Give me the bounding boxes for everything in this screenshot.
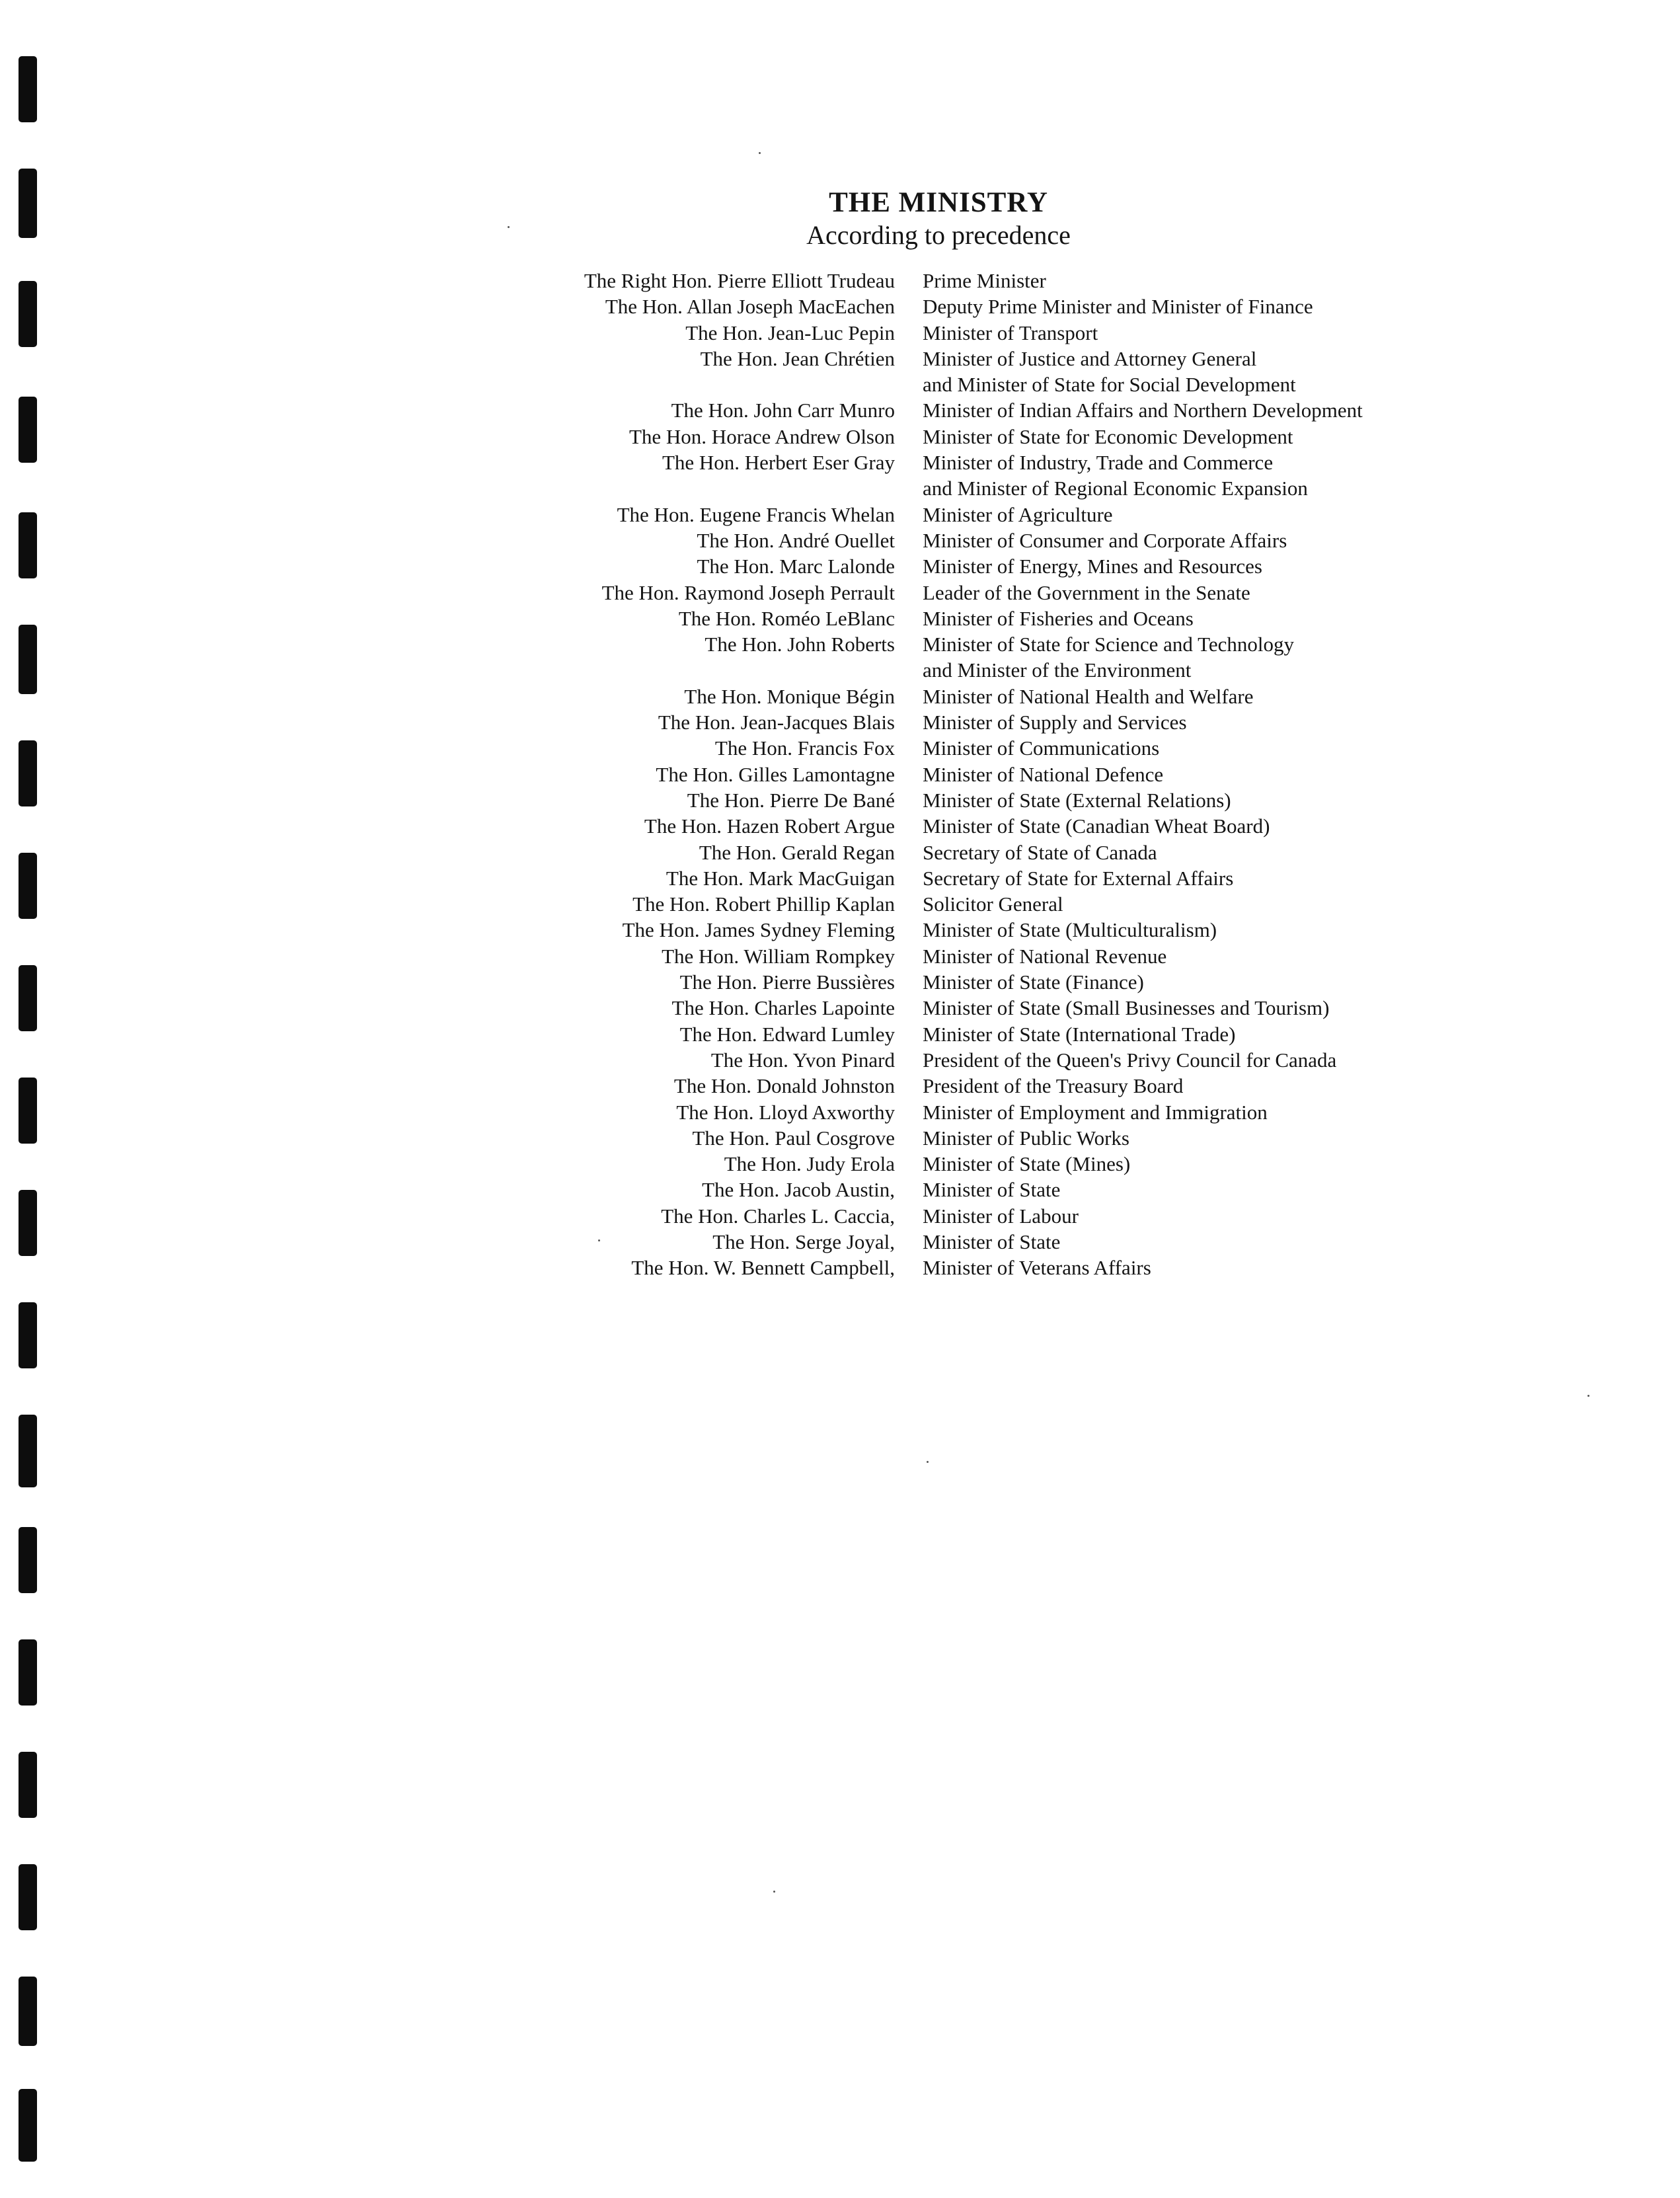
- ministry-list: [0, 268, 1680, 1281]
- minister-name: The Hon. Monique Bégin: [684, 684, 895, 708]
- minister-name: The Hon. Allan Joseph MacEachen: [605, 295, 895, 319]
- binding-hole: [19, 1527, 37, 1593]
- ministry-row: [0, 787, 1680, 813]
- minister-office: President of the Treasury Board: [923, 1074, 1184, 1098]
- binding-hole: [19, 1977, 37, 2046]
- ministry-row: [0, 969, 1680, 995]
- minister-office: Minister of State (International Trade): [923, 1022, 1236, 1046]
- minister-office: Minister of Justice and Attorney General: [923, 346, 1257, 370]
- ministry-row: [0, 580, 1680, 606]
- minister-name: The Hon. Pierre Bussières: [679, 970, 895, 994]
- minister-name: The Hon. Jacob Austin,: [702, 1178, 895, 1202]
- minister-name: The Hon. Serge Joyal,: [712, 1230, 895, 1253]
- minister-name: The Hon. Mark MacGuigan: [666, 866, 895, 890]
- scan-speck: [508, 226, 510, 228]
- minister-office: Minister of State for Science and Technology: [923, 633, 1294, 656]
- minister-name: The Hon. Gilles Lamontagne: [656, 762, 895, 786]
- binding-hole: [19, 1415, 37, 1487]
- minister-name: The Hon. Judy Erola: [724, 1152, 895, 1176]
- minister-office: Minister of State (Multiculturalism): [923, 918, 1217, 942]
- minister-office: Minister of Energy, Mines and Resources: [923, 555, 1262, 578]
- minister-name: The Hon. Raymond Joseph Perrault: [601, 580, 895, 604]
- binding-hole: [19, 1864, 37, 1930]
- minister-name: The Hon. Edward Lumley: [679, 1022, 895, 1046]
- ministry-row: [0, 1177, 1680, 1202]
- minister-office: Minister of Industry, Trade and Commerce: [923, 451, 1274, 475]
- minister-name: The Hon. Paul Cosgrove: [692, 1126, 895, 1150]
- ministry-row: [0, 865, 1680, 891]
- minister-name: The Hon. Jean Chrétien: [700, 346, 895, 370]
- ministry-row: [0, 268, 1680, 294]
- minister-office: Minister of Veterans Affairs: [923, 1256, 1151, 1280]
- binding-hole: [19, 1752, 37, 1818]
- scan-speck: [927, 1461, 929, 1463]
- minister-name: The Hon. James Sydney Fleming: [622, 918, 895, 942]
- minister-office: Minister of Fisheries and Oceans: [923, 606, 1194, 630]
- binding-hole: [19, 169, 37, 238]
- binding-hole: [19, 56, 37, 122]
- minister-name: The Hon. Roméo LeBlanc: [678, 606, 895, 630]
- minister-name: The Hon. André Ouellet: [697, 528, 895, 552]
- minister-name: The Hon. Herbert Eser Gray: [662, 451, 895, 475]
- minister-office: Minister of State (Small Businesses and Tourism): [923, 996, 1330, 1020]
- minister-name: The Hon. Donald Johnston: [673, 1074, 895, 1098]
- ministry-row: [0, 709, 1680, 735]
- binding-hole: [19, 2089, 37, 2162]
- minister-office: Minister of State (Canadian Wheat Board): [923, 814, 1270, 838]
- minister-name: The Hon. Hazen Robert Argue: [644, 814, 895, 838]
- minister-office: Minister of National Health and Welfare: [923, 684, 1254, 708]
- minister-office: Leader of the Government in the Senate: [923, 580, 1250, 604]
- ministry-row: [0, 891, 1680, 917]
- ministry-row: [0, 657, 1680, 683]
- minister-office: Minister of National Revenue: [923, 944, 1167, 968]
- minister-name: The Hon. Charles Lapointe: [671, 996, 895, 1020]
- ministry-row: [0, 346, 1680, 372]
- minister-office: Minister of National Defence: [923, 762, 1164, 786]
- minister-office: and Minister of the Environment: [923, 658, 1192, 682]
- ministry-row: [0, 424, 1680, 450]
- page-subtitle: According to precedence: [806, 220, 1071, 250]
- minister-name: The Hon. Gerald Regan: [699, 840, 895, 864]
- ministry-row: [0, 397, 1680, 423]
- minister-office: Deputy Prime Minister and Minister of Finance: [923, 295, 1313, 319]
- ministry-row: [0, 1099, 1680, 1125]
- minister-name: The Hon. W. Bennett Campbell,: [631, 1256, 895, 1280]
- minister-name: The Hon. Jean-Jacques Blais: [658, 711, 895, 734]
- minister-office: Secretary of State of Canada: [923, 840, 1157, 864]
- page-title: THE MINISTRY: [829, 187, 1048, 218]
- minister-office: Minister of Labour: [923, 1204, 1079, 1228]
- minister-office: Minister of Employment and Immigration: [923, 1100, 1268, 1124]
- minister-office: Secretary of State for External Affairs: [923, 866, 1234, 890]
- minister-office: Minister of Indian Affairs and Northern Development: [923, 399, 1363, 422]
- ministry-row: [0, 762, 1680, 787]
- ministry-row: [0, 813, 1680, 839]
- ministry-row: [0, 917, 1680, 943]
- minister-name: The Hon. Pierre De Bané: [687, 788, 895, 812]
- minister-name: The Hon. Marc Lalonde: [697, 555, 895, 578]
- minister-office: Prime Minister: [923, 269, 1046, 292]
- minister-office: President of the Queen's Privy Council for Canada: [923, 1048, 1337, 1072]
- ministry-row: [0, 553, 1680, 579]
- ministry-row: [0, 684, 1680, 709]
- ministry-row: [0, 1021, 1680, 1047]
- ministry-row: [0, 1125, 1680, 1151]
- ministry-row: [0, 1203, 1680, 1229]
- minister-office: and Minister of State for Social Development: [923, 373, 1296, 397]
- minister-name: The Hon. Jean-Luc Pepin: [685, 321, 895, 344]
- ministry-row: [0, 943, 1680, 969]
- ministry-row: [0, 1047, 1680, 1073]
- ministry-row: [0, 475, 1680, 501]
- ministry-row: [0, 372, 1680, 397]
- ministry-row: [0, 294, 1680, 319]
- ministry-row: [0, 631, 1680, 657]
- minister-name: The Hon. John Roberts: [705, 633, 895, 656]
- ministry-row: [0, 735, 1680, 761]
- ministry-row: [0, 1151, 1680, 1177]
- minister-office: Minister of State for Economic Development: [923, 424, 1293, 448]
- minister-office: Minister of State (External Relations): [923, 788, 1231, 812]
- minister-office: Minister of Supply and Services: [923, 711, 1187, 734]
- minister-name: The Hon. Charles L. Caccia,: [661, 1204, 895, 1228]
- ministry-row: [0, 840, 1680, 865]
- minister-office: Minister of Transport: [923, 321, 1098, 344]
- minister-office: Minister of Communications: [923, 736, 1160, 760]
- minister-name: The Hon. Robert Phillip Kaplan: [632, 892, 895, 916]
- scan-speck: [1587, 1395, 1589, 1397]
- ministry-row: [0, 1073, 1680, 1099]
- ministry-row: [0, 606, 1680, 631]
- minister-office: Minister of State (Finance): [923, 970, 1144, 994]
- minister-name: The Right Hon. Pierre Elliott Trudeau: [584, 269, 895, 292]
- minister-name: The Hon. Horace Andrew Olson: [629, 424, 895, 448]
- ministry-row: [0, 528, 1680, 553]
- minister-name: The Hon. John Carr Munro: [671, 399, 895, 422]
- binding-hole: [19, 1302, 37, 1368]
- scan-speck: [773, 1891, 775, 1893]
- minister-office: Minister of State: [923, 1178, 1061, 1202]
- minister-name: The Hon. Francis Fox: [714, 736, 895, 760]
- minister-office: and Minister of Regional Economic Expansion: [923, 477, 1308, 500]
- ministry-row: [0, 1229, 1680, 1255]
- binding-hole: [19, 1639, 37, 1706]
- minister-office: Minister of Consumer and Corporate Affairs: [923, 528, 1287, 552]
- minister-name: The Hon. Lloyd Axworthy: [676, 1100, 895, 1124]
- ministry-row: [0, 502, 1680, 528]
- minister-office: Minister of Public Works: [923, 1126, 1129, 1150]
- minister-name: The Hon. Eugene Francis Whelan: [617, 502, 895, 526]
- ministry-row: [0, 320, 1680, 346]
- scan-speck: [759, 152, 761, 154]
- minister-office: Minister of State (Mines): [923, 1152, 1131, 1176]
- minister-office: Minister of Agriculture: [923, 502, 1113, 526]
- minister-name: The Hon. Yvon Pinard: [710, 1048, 895, 1072]
- ministry-row: [0, 450, 1680, 475]
- minister-office: Solicitor General: [923, 892, 1063, 916]
- minister-name: The Hon. William Rompkey: [662, 944, 895, 968]
- minister-office: Minister of State: [923, 1230, 1061, 1253]
- ministry-row: [0, 1255, 1680, 1280]
- ministry-row: [0, 995, 1680, 1021]
